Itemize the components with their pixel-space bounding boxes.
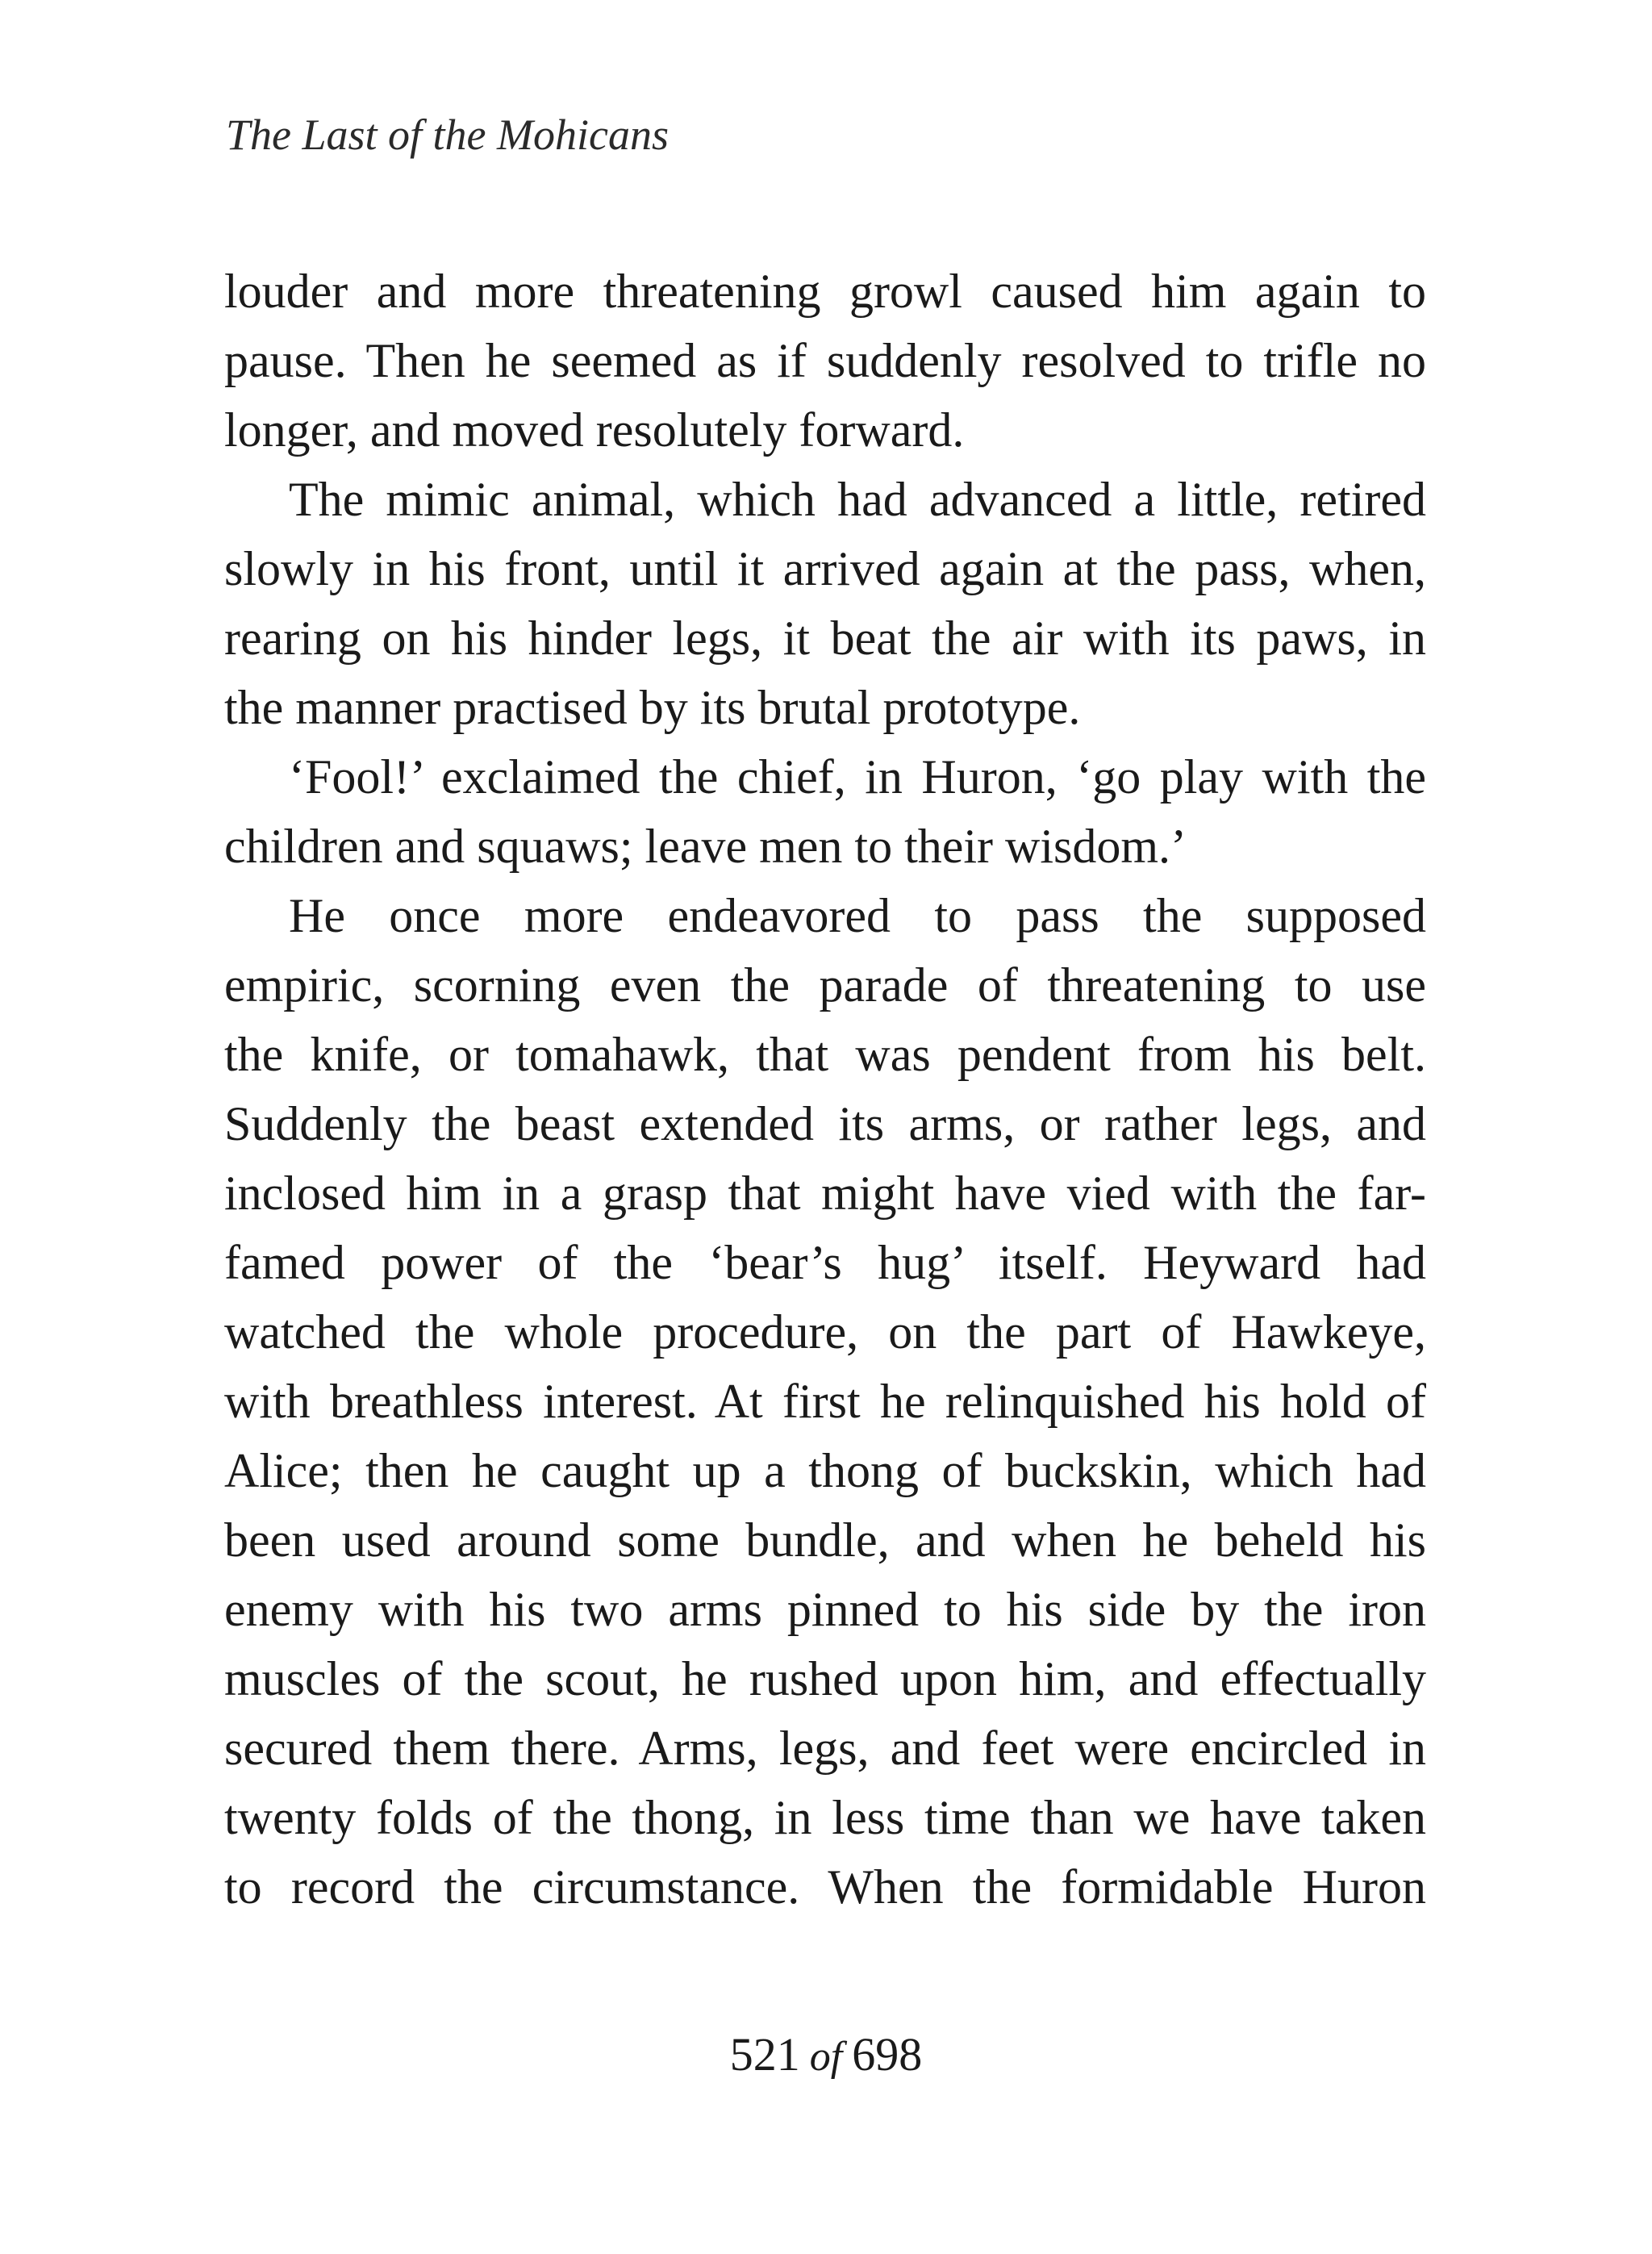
text-line: longer, and moved resolutely forward. (224, 403, 965, 457)
text-line: Alice; then he caught up a thong of buckskin, which had (224, 1444, 1426, 1497)
text-line: to record the circumstance. When the formidable Huron (224, 1860, 1426, 1914)
text-line: enemy with his two arms pinned to his side by the iron (224, 1583, 1426, 1636)
body-text (224, 257, 1426, 1922)
text-line: famed power of the ‘bear’s hug’ itself. Heyward had (224, 1236, 1426, 1289)
text-line: been used around some bundle, and when he beheld his (224, 1513, 1426, 1567)
total-page-count: 698 (852, 2028, 923, 2081)
text-line: twenty folds of the thong, in less time than we have taken (224, 1791, 1426, 1844)
paragraph (224, 881, 1426, 1922)
text-line: He once more endeavored to pass the supposed (289, 889, 1426, 942)
text-line: The mimic animal, which had advanced a little, retired (289, 473, 1426, 526)
current-page-number: 521 (729, 2028, 800, 2081)
page-number (0, 2027, 1652, 2085)
text-line: the manner practised by its brutal prototype. (224, 681, 1081, 734)
text-line: watched the whole procedure, on the part of Hawkeye, (224, 1305, 1426, 1359)
text-line: secured them there. Arms, legs, and feet were encircled in (224, 1722, 1426, 1775)
text-line: slowly in his front, until it arrived again at the pass, when, (224, 542, 1426, 595)
text-line: children and squaws; leave men to their wisdom.’ (224, 820, 1187, 873)
paragraph (224, 742, 1426, 881)
text-line: louder and more threatening growl caused him again to (224, 265, 1426, 318)
page-number-of: of (809, 2034, 843, 2080)
text-line: pause. Then he seemed as if suddenly resolved to trifle no (224, 334, 1426, 387)
text-line: inclosed him in a grasp that might have vied with the far- (224, 1167, 1426, 1220)
running-head: The Last of the Mohicans (226, 111, 669, 159)
text-line: ‘Fool!’ exclaimed the chief, in Huron, ‘go play with the (289, 750, 1426, 804)
text-line: the knife, or tomahawk, that was pendent from his belt. (224, 1028, 1426, 1081)
paragraph (224, 465, 1426, 742)
text-line: Suddenly the beast extended its arms, or rather legs, and (224, 1097, 1426, 1150)
text-line: empiric, scorning even the parade of threatening to use (224, 958, 1426, 1012)
text-line: muscles of the scout, he rushed upon him, and effectually (224, 1652, 1426, 1705)
text-line: rearing on his hinder legs, it beat the air with its paws, in (224, 612, 1426, 665)
paragraph (224, 257, 1426, 465)
text-line: with breathless interest. At first he relinquished his hold of (224, 1375, 1426, 1428)
